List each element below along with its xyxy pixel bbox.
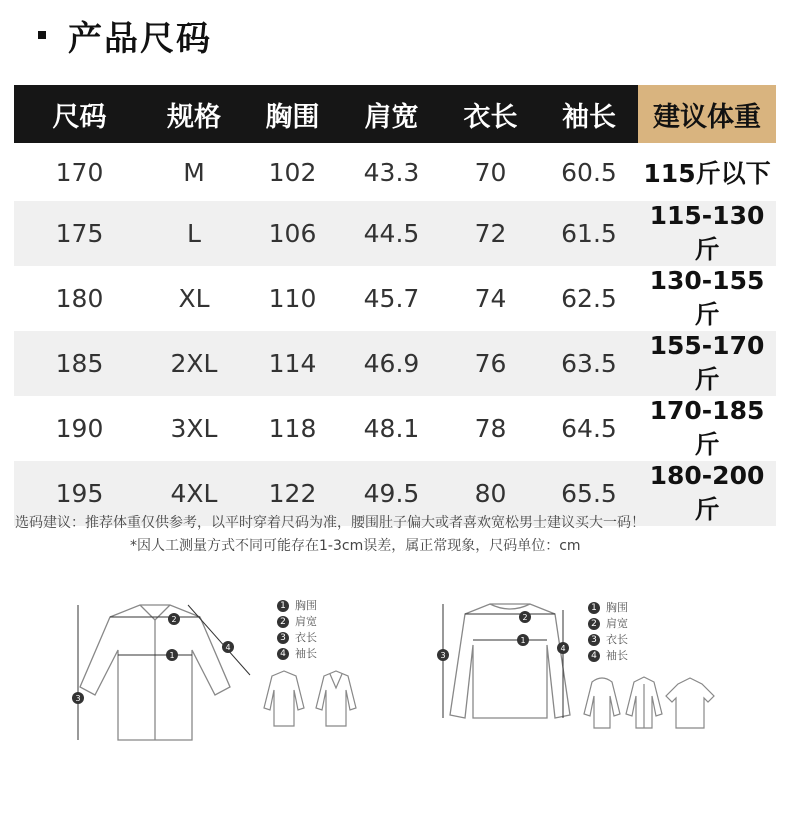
cell-shoulder: 45.7: [363, 284, 420, 313]
svg-text:2: 2: [522, 613, 528, 622]
svg-text:3: 3: [440, 651, 446, 660]
cell-chest: 114: [243, 331, 342, 396]
cell-size: 175: [14, 201, 145, 266]
cell-spec: 3XL: [170, 414, 218, 443]
cell-weight: 115斤以下: [643, 159, 771, 188]
svg-text:1: 1: [520, 636, 526, 645]
cell-sleeve: 60.5: [561, 157, 617, 187]
legend-number: 2: [588, 618, 600, 630]
cell-weight: 155-170斤: [638, 331, 776, 396]
cell-spec: 2XL: [145, 331, 243, 396]
legend-number: 3: [277, 632, 289, 644]
shirt-legend: [277, 598, 317, 662]
table-row: [14, 266, 776, 331]
legend-number: 1: [277, 600, 289, 612]
cell-weight: 170-185斤: [649, 396, 765, 459]
cell-spec: M: [183, 157, 205, 187]
sweater-legend: [588, 600, 628, 664]
cell-length: 80: [441, 461, 540, 526]
cell-weight: 130-155斤: [649, 266, 765, 329]
svg-text:2: 2: [171, 615, 177, 624]
cell-chest: 102: [268, 157, 317, 187]
page-title: [38, 12, 212, 58]
cell-chest: 122: [243, 461, 342, 526]
header-length: 衣长: [441, 85, 540, 143]
cell-shoulder: 43.3: [363, 157, 420, 187]
cell-spec: XL: [178, 284, 210, 313]
cell-size: 170: [55, 157, 104, 187]
cell-length: 78: [474, 414, 507, 443]
legend-number: 3: [588, 634, 600, 646]
table-header-row: [14, 85, 776, 143]
cell-weight: 180-200斤: [638, 461, 776, 526]
cell-sleeve: 64.5: [561, 414, 617, 443]
table-row: [14, 201, 776, 266]
cell-shoulder: 49.5: [342, 461, 441, 526]
cell-length: 72: [441, 201, 540, 266]
table-row: [14, 396, 776, 461]
cell-chest: 106: [243, 201, 342, 266]
legend-item: [277, 614, 317, 630]
legend-number: 4: [277, 648, 289, 660]
cell-size: 185: [14, 331, 145, 396]
title-text: 产品尺码: [68, 18, 212, 59]
header-shoulder: 肩宽: [342, 85, 441, 143]
cell-shoulder: 48.1: [363, 414, 420, 443]
svg-text:4: 4: [225, 643, 231, 652]
cell-weight: 115-130斤: [638, 201, 776, 266]
cell-length: 76: [441, 331, 540, 396]
legend-label: 袖长: [295, 647, 317, 660]
legend-label: 胸围: [606, 601, 628, 614]
header-spec: 规格: [145, 85, 243, 143]
cell-sleeve: 62.5: [561, 284, 617, 313]
legend-item: [277, 646, 317, 662]
cell-chest: 110: [268, 284, 317, 313]
legend-label: 衣长: [606, 633, 628, 646]
cell-size: 195: [14, 461, 145, 526]
cell-chest: 118: [268, 414, 317, 443]
cell-spec: 4XL: [145, 461, 243, 526]
header-chest: 胸围: [243, 85, 342, 143]
size-table: [14, 85, 776, 526]
size-advice-note: 选码建议：推荐体重仅供参考，以平时穿着尺码为准，腰围肚子偏大或者喜欢宽松男士建议买大一码！: [15, 515, 645, 531]
legend-label: 袖长: [606, 649, 628, 662]
legend-label: 肩宽: [606, 617, 628, 630]
cell-sleeve: 61.5: [540, 201, 638, 266]
svg-text:3: 3: [75, 694, 81, 703]
header-sleeve: 袖长: [540, 85, 638, 143]
legend-item: [588, 632, 628, 648]
sweater-measurement-diagram: [435, 600, 585, 730]
legend-item: [277, 630, 317, 646]
legend-number: 2: [277, 616, 289, 628]
legend-item: [588, 600, 628, 616]
table-row: [14, 143, 776, 201]
legend-label: 肩宽: [295, 615, 317, 628]
jacket-icons: [262, 668, 362, 730]
legend-number: 4: [588, 650, 600, 662]
legend-item: [588, 648, 628, 664]
cell-size: 180: [55, 284, 104, 313]
header-size: 尺码: [14, 85, 145, 143]
legend-label: 衣长: [295, 631, 317, 644]
cell-sleeve: 63.5: [540, 331, 638, 396]
svg-text:1: 1: [169, 651, 175, 660]
cell-shoulder: 46.9: [342, 331, 441, 396]
cell-sleeve: 65.5: [540, 461, 638, 526]
legend-item: [588, 616, 628, 632]
cardigan-tshirt-icons: [582, 674, 717, 732]
cell-shoulder: 44.5: [342, 201, 441, 266]
cell-length: 74: [474, 284, 507, 313]
table-row: [14, 331, 776, 396]
cell-spec: L: [145, 201, 243, 266]
header-weight: 建议体重: [638, 85, 776, 143]
cell-length: 70: [474, 157, 507, 187]
shirt-measurement-diagram: [70, 595, 270, 745]
measurement-error-note: *因人工测量方式不同可能存在1-3cm误差，属正常现象，尺码单位：cm: [130, 538, 581, 554]
title-bullet: [38, 31, 46, 39]
legend-number: 1: [588, 602, 600, 614]
svg-text:4: 4: [560, 644, 566, 653]
legend-label: 胸围: [295, 599, 317, 612]
legend-item: [277, 598, 317, 614]
cell-size: 190: [55, 414, 104, 443]
